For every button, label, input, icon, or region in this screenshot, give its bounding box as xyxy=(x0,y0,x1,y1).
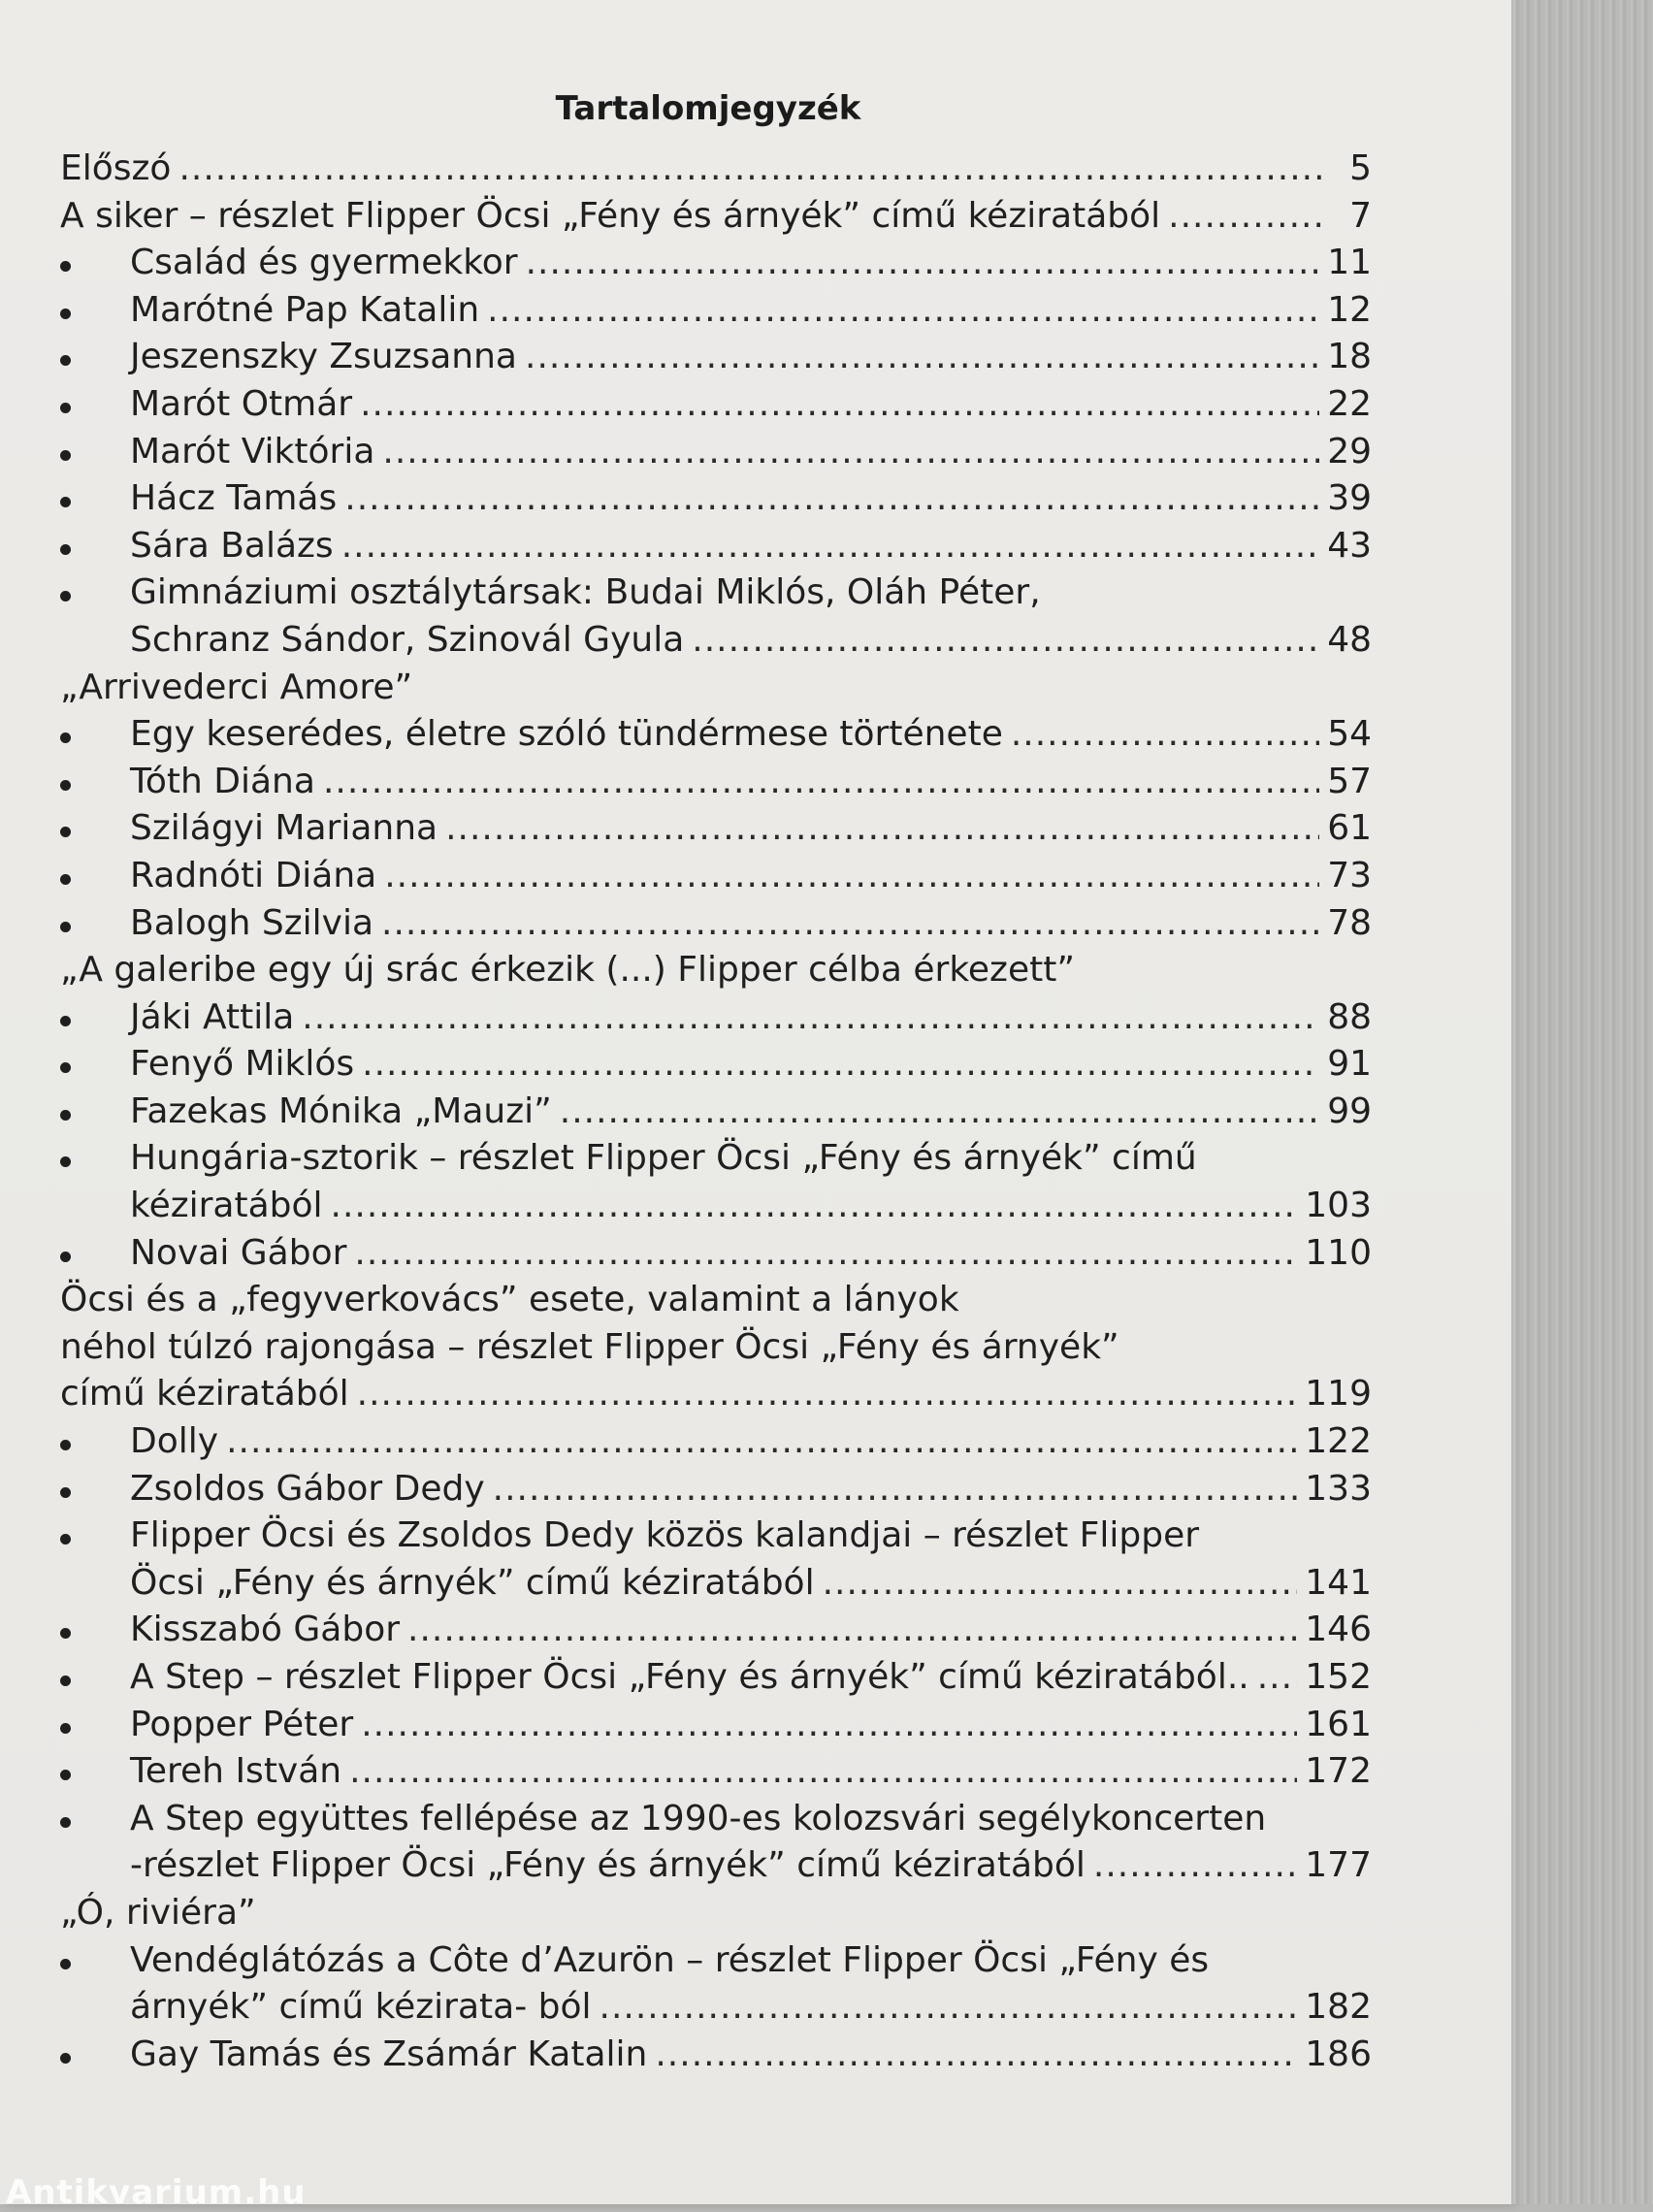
toc-entry xyxy=(60,1890,1372,1937)
toc-line xyxy=(130,1842,1372,1890)
dot-leader xyxy=(354,1230,1297,1278)
bullet-icon xyxy=(60,1675,71,1686)
toc-line xyxy=(130,1089,1372,1136)
toc-entry xyxy=(60,1702,1372,1749)
dot-leader xyxy=(302,994,1319,1042)
toc-entry xyxy=(60,1607,1372,1654)
toc-page-number: 110 xyxy=(1305,1232,1372,1273)
dot-leader xyxy=(526,240,1320,287)
toc-line xyxy=(130,1135,1372,1183)
toc-line xyxy=(60,665,1372,712)
toc-line xyxy=(60,1371,1372,1418)
toc-entry-text: Gay Tamás és Zsámár Katalin xyxy=(130,2033,648,2074)
toc-entry-text: Szilágyi Marianna xyxy=(130,808,438,849)
toc-page-number: 7 xyxy=(1349,195,1372,236)
toc-entry-text: Balogh Szilvia xyxy=(130,902,374,943)
toc-entry-text: -részlet Flipper Öcsi „Fény és árnyék” című kéziratából xyxy=(130,1845,1086,1886)
toc-line xyxy=(60,1890,1372,1937)
toc-line xyxy=(130,853,1372,900)
toc-page-number: 43 xyxy=(1327,525,1372,566)
toc-page-number: 141 xyxy=(1305,1562,1372,1603)
toc-page-number: 39 xyxy=(1327,478,1372,519)
toc-line xyxy=(130,805,1372,853)
toc-entry xyxy=(60,1135,1372,1229)
toc-line xyxy=(60,193,1372,241)
toc-entry-text: Novai Gábor xyxy=(130,1232,347,1273)
dot-leader xyxy=(381,900,1319,948)
toc-entry-text: „Arrivederci Amore” xyxy=(60,667,413,707)
toc-entry xyxy=(60,947,1372,994)
toc-entry-text: kéziratából xyxy=(130,1186,323,1226)
dot-leader xyxy=(445,805,1319,853)
toc-page-number: 177 xyxy=(1305,1845,1372,1886)
dot-leader xyxy=(362,1041,1319,1089)
toc-entry-text: árnyék” című kézirata- ból xyxy=(130,1987,592,2028)
toc-entry xyxy=(60,1937,1372,2032)
toc-line xyxy=(130,523,1372,570)
dot-leader xyxy=(655,2032,1297,2079)
toc-entry-text: Marót Otmár xyxy=(130,383,353,424)
toc-entry xyxy=(60,287,1372,335)
toc-line xyxy=(130,381,1372,429)
toc-line xyxy=(130,569,1372,617)
toc-page-number: 161 xyxy=(1305,1704,1372,1744)
toc-entry xyxy=(60,994,1372,1042)
toc-entry xyxy=(60,711,1372,759)
dot-leader xyxy=(361,1702,1297,1749)
bullet-icon xyxy=(60,1487,71,1498)
toc-page-number: 12 xyxy=(1327,289,1372,330)
toc-line xyxy=(130,1466,1372,1513)
toc-page-number: 48 xyxy=(1327,619,1372,660)
toc-line xyxy=(130,1654,1372,1702)
dot-leader xyxy=(331,1183,1298,1230)
toc-entry xyxy=(60,1796,1372,1890)
toc-entry-text: Fazekas Mónika „Mauzi” xyxy=(130,1090,552,1131)
bullet-icon xyxy=(60,922,71,932)
dot-leader xyxy=(357,1371,1298,1418)
toc-page-number: 88 xyxy=(1327,996,1372,1037)
bullet-icon xyxy=(60,591,71,602)
toc-page-number: 5 xyxy=(1349,148,1372,188)
bullet-icon xyxy=(60,1959,71,1969)
toc-entry-text: Marót Viktória xyxy=(130,431,375,472)
toc-line xyxy=(130,287,1372,335)
toc-page-number: 29 xyxy=(1327,431,1372,472)
toc-entry-text: Vendéglátózás a Côte d’Azurön – részlet Flipper Öcsi „Fény és xyxy=(130,1939,1210,1980)
toc-entry-text: Jeszenszky Zsuzsanna xyxy=(130,337,517,377)
dot-leader xyxy=(407,1607,1297,1654)
toc-line xyxy=(130,1702,1372,1749)
dot-leader xyxy=(360,381,1319,429)
dot-leader xyxy=(382,429,1319,476)
bullet-icon xyxy=(60,1534,71,1545)
toc-line xyxy=(130,1418,1372,1466)
toc-entry-text: Sára Balázs xyxy=(130,525,334,566)
bullet-icon xyxy=(60,261,71,272)
facing-page-edge xyxy=(1511,0,1653,2204)
toc-entry xyxy=(60,1466,1372,1513)
toc-entry xyxy=(60,240,1372,287)
toc-page-number: 57 xyxy=(1327,761,1372,801)
table-of-contents xyxy=(60,146,1372,2078)
toc-entry-text: Fenyő Miklós xyxy=(130,1044,355,1085)
dot-leader xyxy=(600,1984,1298,2032)
toc-entry xyxy=(60,2032,1372,2079)
toc-page-number: 54 xyxy=(1327,714,1372,755)
dot-leader xyxy=(1093,1842,1297,1890)
toc-page-number: 99 xyxy=(1327,1090,1372,1131)
toc-line xyxy=(130,1796,1372,1843)
toc-line xyxy=(130,900,1372,948)
toc-entry-text: Tereh István xyxy=(130,1751,342,1792)
toc-page-number: 73 xyxy=(1327,855,1372,895)
toc-page-number: 103 xyxy=(1305,1186,1372,1226)
dot-leader xyxy=(692,617,1319,665)
toc-entry-text: Kisszabó Gábor xyxy=(130,1610,401,1650)
toc-entry-text: Gimnáziumi osztálytársak: Budai Miklós, Oláh Péter, xyxy=(130,572,1041,613)
toc-entry-text: „A galeribe egy új srác érkezik (...) Flipper célba érkezett” xyxy=(60,950,1075,991)
toc-entry xyxy=(60,381,1372,429)
toc-entry-text: A siker – részlet Flipper Öcsi „Fény és árnyék” című kéziratából xyxy=(60,195,1161,236)
dot-leader xyxy=(341,523,1319,570)
toc-page-number: 133 xyxy=(1305,1468,1372,1509)
bullet-icon xyxy=(60,1252,71,1262)
toc-entry-text: Marótné Pap Katalin xyxy=(130,289,480,330)
toc-page-number: 119 xyxy=(1305,1374,1372,1415)
toc-line xyxy=(130,1560,1372,1608)
toc-page-number: 152 xyxy=(1305,1657,1372,1697)
toc-line xyxy=(60,947,1372,994)
toc-entry-text: A Step – részlet Flipper Öcsi „Fény és árnyék” című kéziratából.. xyxy=(130,1657,1249,1697)
dot-leader xyxy=(323,759,1319,806)
toc-line xyxy=(130,1937,1372,1985)
toc-entry-text: Tóth Diána xyxy=(130,761,315,801)
toc-page-number: 78 xyxy=(1327,902,1372,943)
toc-line xyxy=(130,1183,1372,1230)
toc-entry xyxy=(60,523,1372,570)
bullet-icon xyxy=(60,1723,71,1734)
toc-entry xyxy=(60,900,1372,948)
dot-leader xyxy=(487,287,1319,335)
toc-entry-text: Schranz Sándor, Szinovál Gyula xyxy=(130,619,685,660)
toc-entry-text: Család és gyermekkor xyxy=(130,243,518,283)
toc-line xyxy=(130,617,1372,665)
toc-line xyxy=(130,994,1372,1042)
toc-entry-text: Hungária-sztorik – részlet Flipper Öcsi „Fény és árnyék” című xyxy=(130,1138,1197,1179)
bullet-icon xyxy=(60,544,71,555)
dot-leader xyxy=(525,334,1319,381)
bullet-icon xyxy=(60,780,71,791)
toc-entry xyxy=(60,759,1372,806)
bullet-icon xyxy=(60,2053,71,2064)
toc-line xyxy=(130,1607,1372,1654)
toc-entry xyxy=(60,1418,1372,1466)
toc-entry-text: Zsoldos Gábor Dedy xyxy=(130,1468,485,1509)
dot-leader xyxy=(560,1089,1319,1136)
dot-leader xyxy=(349,1748,1297,1796)
bullet-icon xyxy=(60,1440,71,1450)
bullet-icon xyxy=(60,1770,71,1780)
toc-entry xyxy=(60,1277,1372,1418)
toc-line xyxy=(130,1984,1372,2032)
toc-line xyxy=(130,429,1372,476)
toc-line xyxy=(130,711,1372,759)
bullet-icon xyxy=(60,1016,71,1026)
toc-page-number: 146 xyxy=(1305,1610,1372,1650)
toc-line xyxy=(130,2032,1372,2079)
toc-entry xyxy=(60,1230,1372,1278)
toc-line xyxy=(130,1513,1372,1560)
toc-page-number: 186 xyxy=(1305,2033,1372,2074)
toc-entry xyxy=(60,334,1372,381)
bullet-icon xyxy=(60,827,71,837)
toc-line xyxy=(130,759,1372,806)
dot-leader xyxy=(178,146,1325,193)
toc-entry-text: Radnóti Diána xyxy=(130,855,377,895)
toc-entry-text: A Step együttes fellépése az 1990-es kolozsvári segélykoncerten xyxy=(130,1798,1267,1838)
toc-entry-text: című kéziratából xyxy=(60,1374,349,1415)
bullet-icon xyxy=(60,1062,71,1073)
toc-entry xyxy=(60,853,1372,900)
toc-entry-text: Előszó xyxy=(60,148,172,188)
toc-entry-text: Jáki Attila xyxy=(130,996,295,1037)
toc-page-number: 91 xyxy=(1327,1044,1372,1085)
toc-line xyxy=(60,146,1372,193)
page-title: Tartalomjegyzék xyxy=(555,89,861,128)
bullet-icon xyxy=(60,732,71,743)
toc-entry xyxy=(60,665,1372,712)
toc-line xyxy=(130,475,1372,523)
toc-entry-text: Dolly xyxy=(130,1421,219,1462)
dot-leader xyxy=(226,1418,1297,1466)
toc-line xyxy=(130,1230,1372,1278)
dot-leader xyxy=(1168,193,1325,241)
toc-line xyxy=(130,1748,1372,1796)
toc-page-number: 122 xyxy=(1305,1421,1372,1462)
bullet-icon xyxy=(60,874,71,885)
toc-entry xyxy=(60,569,1372,664)
toc-page-number: 22 xyxy=(1327,383,1372,424)
toc-page-number: 18 xyxy=(1327,337,1372,377)
toc-entry-text: néhol túlzó rajongása – részlet Flipper Öcsi „Fény és árnyék” xyxy=(60,1326,1119,1367)
bullet-icon xyxy=(60,355,71,366)
toc-page-number: 61 xyxy=(1327,808,1372,849)
toc-line xyxy=(60,1277,1372,1324)
toc-entry xyxy=(60,475,1372,523)
toc-entry-text: Hácz Tamás xyxy=(130,478,338,519)
toc-line xyxy=(130,240,1372,287)
toc-line xyxy=(130,1041,1372,1089)
bullet-icon xyxy=(60,309,71,319)
dot-leader xyxy=(384,853,1319,900)
toc-entry xyxy=(60,146,1372,193)
toc-entry xyxy=(60,805,1372,853)
toc-line xyxy=(60,1324,1372,1372)
toc-entry-text: Öcsi és a „fegyverkovács” esete, valamint a lányok xyxy=(60,1280,959,1320)
dot-leader xyxy=(823,1560,1298,1608)
watermark-text: Antikvarium.hu xyxy=(6,2173,307,2212)
bullet-icon xyxy=(60,1156,71,1167)
toc-entry xyxy=(60,1089,1372,1136)
toc-entry-text: Popper Péter xyxy=(130,1704,354,1744)
toc-entry-text: „Ó, riviéra” xyxy=(60,1892,256,1933)
toc-entry xyxy=(60,193,1372,241)
toc-entry-text: Flipper Öcsi és Zsoldos Dedy közös kalandjai – részlet Flipper xyxy=(130,1515,1200,1556)
toc-entry-text: Egy keserédes, életre szóló tündérmese története xyxy=(130,714,1003,755)
toc-entry xyxy=(60,429,1372,476)
bullet-icon xyxy=(60,450,71,461)
dot-leader xyxy=(1011,711,1319,759)
toc-entry xyxy=(60,1654,1372,1702)
toc-entry xyxy=(60,1041,1372,1089)
toc-page-number: 172 xyxy=(1305,1751,1372,1792)
bullet-icon xyxy=(60,403,71,413)
toc-page-number: 11 xyxy=(1327,243,1372,283)
dot-leader xyxy=(493,1466,1298,1513)
toc-entry-text: Öcsi „Fény és árnyék” című kéziratából xyxy=(130,1562,815,1603)
toc-entry xyxy=(60,1513,1372,1607)
bullet-icon xyxy=(60,1110,71,1121)
dot-leader xyxy=(1257,1654,1298,1702)
bullet-icon xyxy=(60,497,71,507)
toc-page-number: 182 xyxy=(1305,1987,1372,2028)
bullet-icon xyxy=(60,1628,71,1639)
dot-leader xyxy=(344,475,1319,523)
toc-line xyxy=(130,334,1372,381)
toc-entry xyxy=(60,1748,1372,1796)
bullet-icon xyxy=(60,1817,71,1828)
